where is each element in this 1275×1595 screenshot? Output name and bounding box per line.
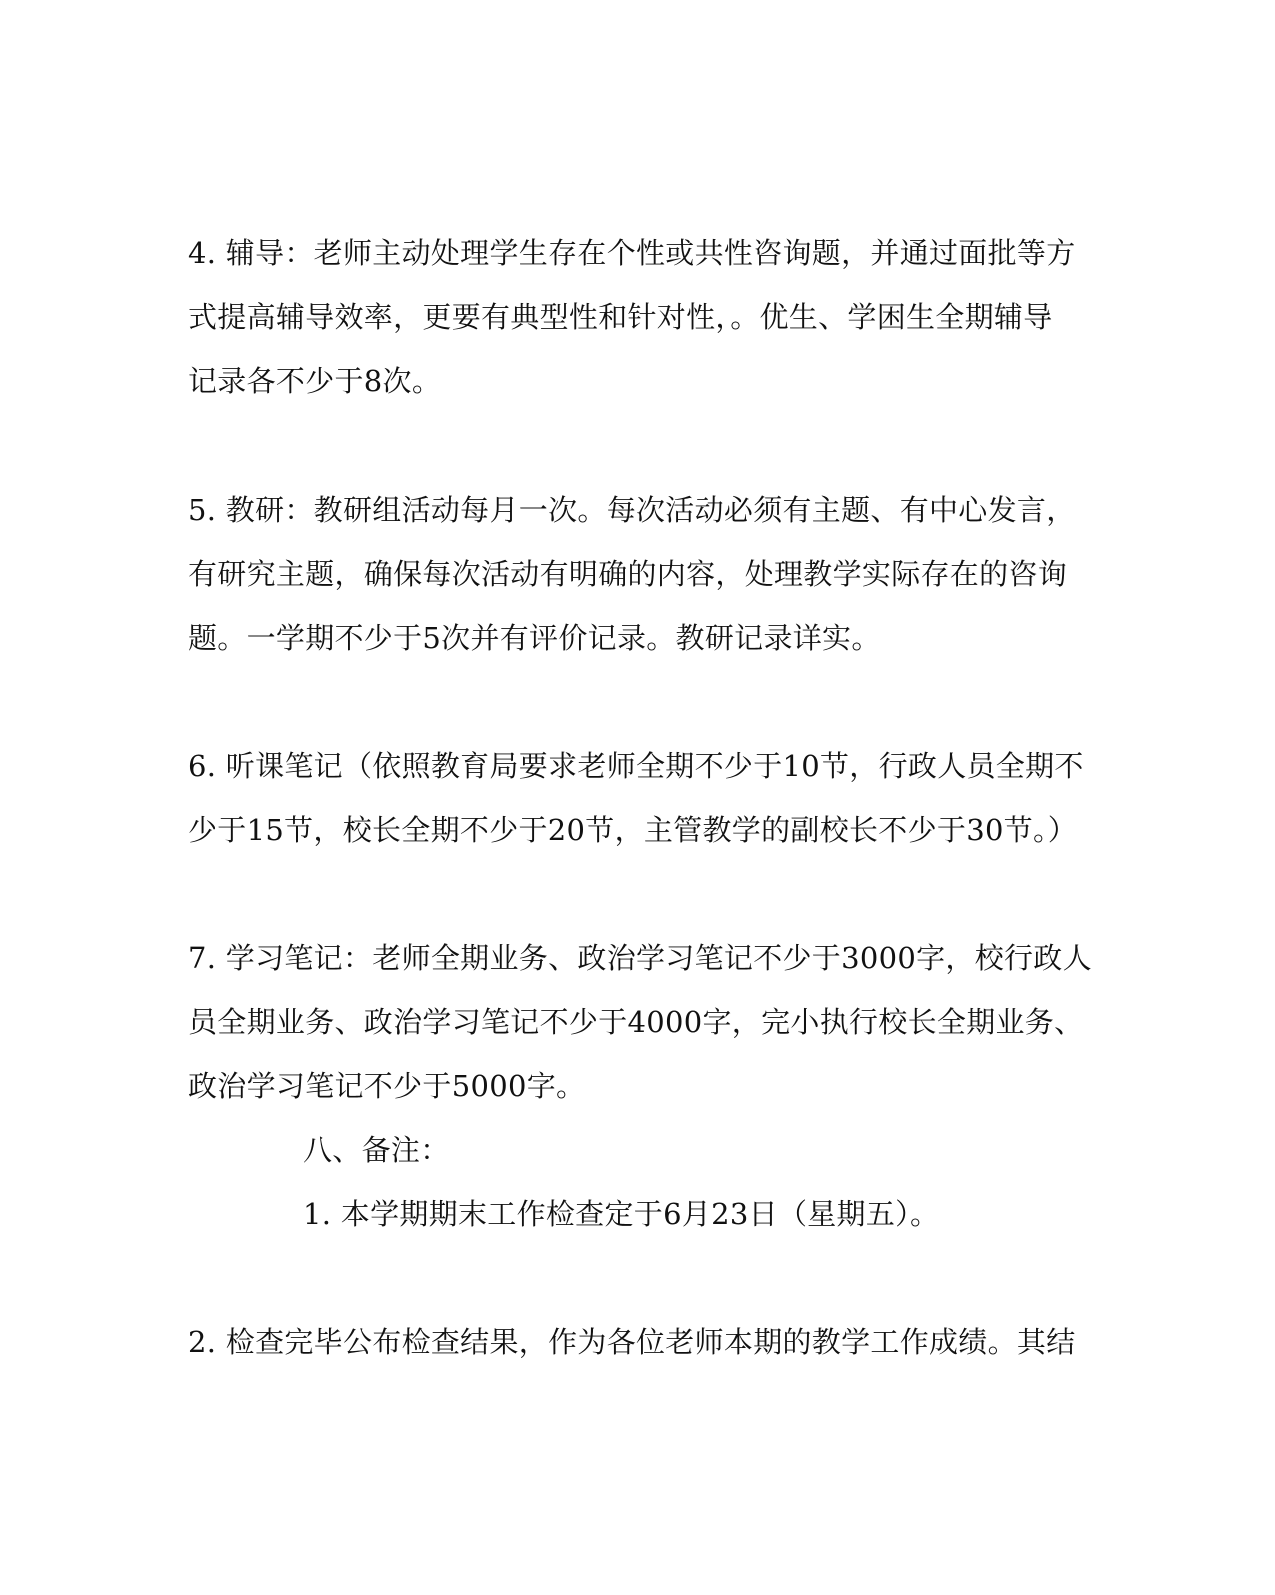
note-item-1: 1. 本学期期末工作检查定于6月23日（星期五）。 — [303, 1197, 940, 1231]
text-line: 5. 教研：教研组活动每月一次。每次活动必须有主题、有中心发言， — [188, 493, 1076, 527]
text-line: 式提高辅导效率，更要有典型性和针对性，。优生、学困生全期辅导 — [188, 300, 1053, 334]
text-line: 少于15节，校长全期不少于20节，主管教学的副校长不少于30节。） — [188, 813, 1078, 847]
text-line: 记录各不少于8次。 — [188, 364, 442, 398]
text-line: 政治学习笔记不少于5000字。 — [188, 1069, 586, 1103]
text-line: 4. 辅导：老师主动处理学生存在个性或共性咨询题，并通过面批等方 — [188, 236, 1076, 270]
text-line: 员全期业务、政治学习笔记不少于4000字，完小执行校长全期业务、 — [188, 1005, 1084, 1039]
note-item-2: 2. 检查完毕公布检查结果，作为各位老师本期的教学工作成绩。其结 — [188, 1325, 1076, 1359]
section-heading: 八、备注： — [303, 1133, 450, 1167]
text-line: 有研究主题，确保每次活动有明确的内容，处理教学实际存在的咨询 — [188, 557, 1068, 591]
text-line: 6. 听课笔记（依照教育局要求老师全期不少于10节，行政人员全期不 — [188, 749, 1084, 783]
text-line: 7. 学习笔记：老师全期业务、政治学习笔记不少于3000字，校行政人 — [188, 941, 1092, 975]
text-line: 题。一学期不少于5次并有评价记录。教研记录详实。 — [188, 621, 881, 655]
